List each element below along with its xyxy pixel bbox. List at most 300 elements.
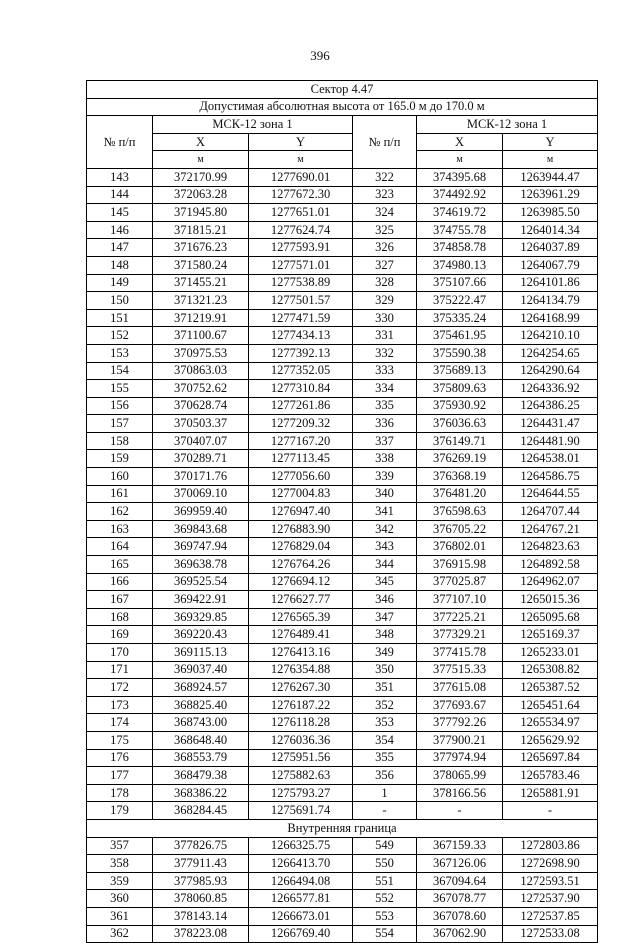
table-row	[87, 872, 598, 890]
x-coordinate-right: 377107.10	[417, 591, 503, 609]
table-row	[87, 309, 598, 327]
y-coordinate-left: 1276565.39	[249, 608, 353, 626]
x-coordinate-left: 370171.76	[153, 468, 249, 486]
table-row	[87, 204, 598, 222]
point-number-left: 163	[87, 520, 153, 538]
y-coordinate-left: 1277651.01	[249, 204, 353, 222]
y-coordinate-left: 1266577.81	[249, 890, 353, 908]
table-row	[87, 292, 598, 310]
point-number-right: 340	[353, 485, 417, 503]
point-number-left: 146	[87, 221, 153, 239]
point-number-right: 344	[353, 556, 417, 574]
y-coordinate-right: 1265308.82	[503, 661, 598, 679]
x-coordinate-left: 369525.54	[153, 573, 249, 591]
y-coordinate-left: 1277434.13	[249, 327, 353, 345]
table-row	[87, 749, 598, 767]
inner-boundary-title: Внутренняя граница	[87, 819, 598, 837]
y-coordinate-right: 1264067.79	[503, 256, 598, 274]
point-number-right: 354	[353, 731, 417, 749]
point-number-left: 157	[87, 415, 153, 433]
point-number-left: 176	[87, 749, 153, 767]
point-number-left: 158	[87, 432, 153, 450]
table-row	[87, 415, 598, 433]
point-number-left: 149	[87, 274, 153, 292]
zone-header-left: МСК-12 зона 1	[153, 116, 353, 134]
sector-title: Сектор 4.47	[87, 81, 598, 99]
x-coordinate-left: 369747.94	[153, 538, 249, 556]
x-coordinate-left: 377911.43	[153, 855, 249, 873]
x-coordinate-right: 367078.60	[417, 907, 503, 925]
point-number-right: 325	[353, 221, 417, 239]
x-coordinate-right: 375335.24	[417, 309, 503, 327]
x-coordinate-right: 374395.68	[417, 168, 503, 186]
y-coordinate-left: 1276413.16	[249, 644, 353, 662]
table-row	[87, 679, 598, 697]
point-number-left: 177	[87, 767, 153, 785]
y-coordinate-right: 1265169.37	[503, 626, 598, 644]
x-coordinate-left: 370863.03	[153, 362, 249, 380]
point-number-right: 553	[353, 907, 417, 925]
table-row	[87, 468, 598, 486]
y-coordinate-right: 1263944.47	[503, 168, 598, 186]
y-coordinate-left: 1276187.22	[249, 696, 353, 714]
point-number-right: 323	[353, 186, 417, 204]
y-coordinate-left: 1276036.36	[249, 731, 353, 749]
page-number: 396	[310, 48, 330, 63]
x-coordinate-right: 374980.13	[417, 256, 503, 274]
point-number-right: 552	[353, 890, 417, 908]
x-coordinate-right: 367159.33	[417, 837, 503, 855]
table-row	[87, 591, 598, 609]
x-coordinate-right: 377329.21	[417, 626, 503, 644]
table-row	[87, 485, 598, 503]
x-coordinate-right: 377693.67	[417, 696, 503, 714]
x-coordinate-left: 369959.40	[153, 503, 249, 521]
point-number-left: 362	[87, 925, 153, 943]
x-coordinate-right: 376149.71	[417, 432, 503, 450]
table-row	[87, 802, 598, 820]
table-row	[87, 855, 598, 873]
point-number-left: 170	[87, 644, 153, 662]
point-number-right: 550	[353, 855, 417, 873]
x-coordinate-left: 371321.23	[153, 292, 249, 310]
num-header-left: № п/п	[87, 116, 153, 169]
point-number-right: 338	[353, 450, 417, 468]
y-header-left: Y	[249, 133, 353, 151]
table-row	[87, 450, 598, 468]
point-number-right: 352	[353, 696, 417, 714]
x-coordinate-right: 367078.77	[417, 890, 503, 908]
x-coordinate-right: 377025.87	[417, 573, 503, 591]
table-row	[87, 432, 598, 450]
table-row	[87, 362, 598, 380]
point-number-left: 171	[87, 661, 153, 679]
x-coordinate-left: 371455.21	[153, 274, 249, 292]
x-coordinate-left: 378143.14	[153, 907, 249, 925]
y-coordinate-right: 1264707.44	[503, 503, 598, 521]
y-coordinate-left: 1266673.01	[249, 907, 353, 925]
y-coordinate-right: 1264431.47	[503, 415, 598, 433]
point-number-left: 159	[87, 450, 153, 468]
y-coordinate-right: 1272533.08	[503, 925, 598, 943]
y-coordinate-right: 1264101.86	[503, 274, 598, 292]
table-row	[87, 608, 598, 626]
unit-x-right: м	[417, 151, 503, 169]
y-coordinate-left: 1266494.08	[249, 872, 353, 890]
table-row	[87, 503, 598, 521]
point-number-right: 346	[353, 591, 417, 609]
y-coordinate-right: 1264037.89	[503, 239, 598, 257]
height-note: Допустимая абсолютная высота от 165.0 м до 170.0 м	[87, 98, 598, 116]
point-number-right: 336	[353, 415, 417, 433]
y-coordinate-left: 1277593.91	[249, 239, 353, 257]
point-number-right: 345	[353, 573, 417, 591]
y-coordinate-right: 1265451.64	[503, 696, 598, 714]
table-row	[87, 556, 598, 574]
y-coordinate-right: 1272537.90	[503, 890, 598, 908]
y-coordinate-right: 1265233.01	[503, 644, 598, 662]
x-coordinate-left: 369220.43	[153, 626, 249, 644]
y-coordinate-right: 1265387.52	[503, 679, 598, 697]
point-number-right: 342	[353, 520, 417, 538]
x-coordinate-right: 375689.13	[417, 362, 503, 380]
num-header-right: № п/п	[353, 116, 417, 169]
x-coordinate-right: 374755.78	[417, 221, 503, 239]
table-row	[87, 256, 598, 274]
x-coordinate-right: 375107.66	[417, 274, 503, 292]
point-number-right: 341	[353, 503, 417, 521]
coordinates-table	[86, 80, 598, 943]
table-row	[87, 696, 598, 714]
x-coordinate-right: 376915.98	[417, 556, 503, 574]
point-number-left: 148	[87, 256, 153, 274]
point-number-left: 179	[87, 802, 153, 820]
point-number-left: 152	[87, 327, 153, 345]
y-coordinate-left: 1266413.70	[249, 855, 353, 873]
point-number-left: 153	[87, 344, 153, 362]
y-coordinate-right: 1264586.75	[503, 468, 598, 486]
table-row	[87, 837, 598, 855]
point-number-left: 173	[87, 696, 153, 714]
y-coordinate-left: 1275951.56	[249, 749, 353, 767]
y-coordinate-left: 1277352.05	[249, 362, 353, 380]
x-coordinate-right: 376036.63	[417, 415, 503, 433]
point-number-right: 328	[353, 274, 417, 292]
point-number-right: 551	[353, 872, 417, 890]
table-row	[87, 731, 598, 749]
y-coordinate-right: 1264336.92	[503, 380, 598, 398]
y-coordinate-right: 1265015.36	[503, 591, 598, 609]
table-row	[87, 344, 598, 362]
point-number-left: 178	[87, 784, 153, 802]
point-number-right: 337	[353, 432, 417, 450]
table-row	[87, 907, 598, 925]
x-coordinate-left: 370069.10	[153, 485, 249, 503]
x-coordinate-left: 369037.40	[153, 661, 249, 679]
point-number-left: 166	[87, 573, 153, 591]
y-coordinate-right: 1272698.90	[503, 855, 598, 873]
unit-x-left: м	[153, 151, 249, 169]
point-number-right: 329	[353, 292, 417, 310]
x-coordinate-right: 378065.99	[417, 767, 503, 785]
x-coordinate-left: 368648.40	[153, 731, 249, 749]
point-number-right: 334	[353, 380, 417, 398]
table-row	[87, 397, 598, 415]
y-coordinate-right: 1264481.90	[503, 432, 598, 450]
table-row	[87, 520, 598, 538]
y-coordinate-right: 1265697.84	[503, 749, 598, 767]
y-coordinate-right: -	[503, 802, 598, 820]
y-coordinate-left: 1276829.04	[249, 538, 353, 556]
unit-y-right: м	[503, 151, 598, 169]
x-coordinate-left: 370503.37	[153, 415, 249, 433]
x-coordinate-left: 368825.40	[153, 696, 249, 714]
point-number-right: 347	[353, 608, 417, 626]
x-coordinate-left: 372170.99	[153, 168, 249, 186]
point-number-left: 145	[87, 204, 153, 222]
table-row	[87, 538, 598, 556]
x-coordinate-left: 369329.85	[153, 608, 249, 626]
y-coordinate-right: 1272593.51	[503, 872, 598, 890]
x-coordinate-right: 377615.08	[417, 679, 503, 697]
point-number-left: 150	[87, 292, 153, 310]
y-coordinate-right: 1264823.63	[503, 538, 598, 556]
y-coordinate-left: 1277471.59	[249, 309, 353, 327]
x-coordinate-right: 374619.72	[417, 204, 503, 222]
table-row	[87, 573, 598, 591]
point-number-right: -	[353, 802, 417, 820]
y-coordinate-left: 1276627.77	[249, 591, 353, 609]
x-coordinate-right: 367126.06	[417, 855, 503, 873]
x-coordinate-left: 368743.00	[153, 714, 249, 732]
y-coordinate-left: 1275793.27	[249, 784, 353, 802]
point-number-right: 350	[353, 661, 417, 679]
y-coordinate-left: 1276267.30	[249, 679, 353, 697]
point-number-left: 357	[87, 837, 153, 855]
y-coordinate-right: 1264892.58	[503, 556, 598, 574]
table-row	[87, 767, 598, 785]
point-number-right: 351	[353, 679, 417, 697]
y-coordinate-left: 1277624.74	[249, 221, 353, 239]
y-coordinate-right: 1264538.01	[503, 450, 598, 468]
table-row	[87, 714, 598, 732]
y-coordinate-left: 1266325.75	[249, 837, 353, 855]
point-number-right: 343	[353, 538, 417, 556]
y-coordinate-left: 1275691.74	[249, 802, 353, 820]
x-coordinate-right: 376705.22	[417, 520, 503, 538]
point-number-left: 154	[87, 362, 153, 380]
x-coordinate-left: 370628.74	[153, 397, 249, 415]
point-number-left: 147	[87, 239, 153, 257]
x-coordinate-right: 376269.19	[417, 450, 503, 468]
y-coordinate-left: 1277690.01	[249, 168, 353, 186]
y-coordinate-left: 1277004.83	[249, 485, 353, 503]
x-coordinate-right: 377415.78	[417, 644, 503, 662]
x-coordinate-left: 371676.23	[153, 239, 249, 257]
point-number-right: 335	[353, 397, 417, 415]
point-number-left: 161	[87, 485, 153, 503]
point-number-right: 330	[353, 309, 417, 327]
y-coordinate-right: 1265534.97	[503, 714, 598, 732]
point-number-right: 326	[353, 239, 417, 257]
y-coordinate-left: 1277310.84	[249, 380, 353, 398]
y-coordinate-right: 1264254.65	[503, 344, 598, 362]
point-number-left: 165	[87, 556, 153, 574]
y-coordinate-left: 1277571.01	[249, 256, 353, 274]
x-coordinate-left: 370289.71	[153, 450, 249, 468]
x-coordinate-right: 367062.90	[417, 925, 503, 943]
x-coordinate-left: 372063.28	[153, 186, 249, 204]
x-coordinate-left: 369638.78	[153, 556, 249, 574]
point-number-right: 353	[353, 714, 417, 732]
x-coordinate-left: 368479.38	[153, 767, 249, 785]
y-coordinate-left: 1276883.90	[249, 520, 353, 538]
x-coordinate-left: 370752.62	[153, 380, 249, 398]
point-number-left: 360	[87, 890, 153, 908]
y-coordinate-right: 1264962.07	[503, 573, 598, 591]
point-number-right: 324	[353, 204, 417, 222]
x-coordinate-left: 378223.08	[153, 925, 249, 943]
y-coordinate-right: 1265629.92	[503, 731, 598, 749]
table-row	[87, 274, 598, 292]
x-coordinate-left: 371100.67	[153, 327, 249, 345]
point-number-left: 169	[87, 626, 153, 644]
point-number-right: 339	[353, 468, 417, 486]
table-row	[87, 186, 598, 204]
x-coordinate-left: 378060.85	[153, 890, 249, 908]
y-coordinate-right: 1264767.21	[503, 520, 598, 538]
point-number-left: 162	[87, 503, 153, 521]
point-number-left: 174	[87, 714, 153, 732]
y-coordinate-left: 1277167.20	[249, 432, 353, 450]
y-coordinate-left: 1276947.40	[249, 503, 353, 521]
point-number-right: 332	[353, 344, 417, 362]
y-coordinate-left: 1277672.30	[249, 186, 353, 204]
y-coordinate-left: 1277538.89	[249, 274, 353, 292]
table-row	[87, 221, 598, 239]
x-coordinate-right: 375461.95	[417, 327, 503, 345]
x-coordinate-right: 376802.01	[417, 538, 503, 556]
y-coordinate-right: 1264168.99	[503, 309, 598, 327]
point-number-left: 155	[87, 380, 153, 398]
point-number-left: 144	[87, 186, 153, 204]
x-coordinate-right: 376368.19	[417, 468, 503, 486]
y-coordinate-right: 1264386.25	[503, 397, 598, 415]
x-coordinate-left: 368553.79	[153, 749, 249, 767]
x-header-left: X	[153, 133, 249, 151]
point-number-right: 331	[353, 327, 417, 345]
y-coordinate-left: 1275882.63	[249, 767, 353, 785]
y-coordinate-right: 1264290.64	[503, 362, 598, 380]
x-coordinate-left: 369843.68	[153, 520, 249, 538]
y-coordinate-right: 1264014.34	[503, 221, 598, 239]
y-coordinate-left: 1276354.88	[249, 661, 353, 679]
table-row	[87, 784, 598, 802]
point-number-left: 358	[87, 855, 153, 873]
y-coordinate-right: 1265881.91	[503, 784, 598, 802]
point-number-right: 356	[353, 767, 417, 785]
table-row	[87, 327, 598, 345]
y-coordinate-right: 1264644.55	[503, 485, 598, 503]
header-row-units	[87, 151, 598, 169]
y-coordinate-right: 1263985.50	[503, 204, 598, 222]
x-coordinate-left: 370975.53	[153, 344, 249, 362]
table-row	[87, 626, 598, 644]
y-coordinate-left: 1277056.60	[249, 468, 353, 486]
x-coordinate-right: 375930.92	[417, 397, 503, 415]
point-number-right: 333	[353, 362, 417, 380]
table-row	[87, 644, 598, 662]
x-coordinate-left: 371945.80	[153, 204, 249, 222]
point-number-left: 168	[87, 608, 153, 626]
point-number-left: 160	[87, 468, 153, 486]
x-coordinate-right: 377515.33	[417, 661, 503, 679]
x-coordinate-left: 369422.91	[153, 591, 249, 609]
x-coordinate-left: 371219.91	[153, 309, 249, 327]
x-coordinate-left: 377985.93	[153, 872, 249, 890]
x-coordinate-left: 369115.13	[153, 644, 249, 662]
point-number-right: 327	[353, 256, 417, 274]
header-row-zone	[87, 116, 598, 134]
x-coordinate-right: 376598.63	[417, 503, 503, 521]
x-coordinate-right: 375809.63	[417, 380, 503, 398]
y-coordinate-left: 1277501.57	[249, 292, 353, 310]
point-number-left: 361	[87, 907, 153, 925]
table-row	[87, 168, 598, 186]
point-number-left: 359	[87, 872, 153, 890]
y-coordinate-left: 1277113.45	[249, 450, 353, 468]
point-number-left: 164	[87, 538, 153, 556]
x-header-right: X	[417, 133, 503, 151]
y-coordinate-left: 1277392.13	[249, 344, 353, 362]
y-coordinate-left: 1276694.12	[249, 573, 353, 591]
table-row	[87, 661, 598, 679]
zone-header-right: МСК-12 зона 1	[417, 116, 598, 134]
x-coordinate-right: 377974.94	[417, 749, 503, 767]
x-coordinate-right: 367094.64	[417, 872, 503, 890]
y-coordinate-right: 1263961.29	[503, 186, 598, 204]
x-coordinate-right: 375222.47	[417, 292, 503, 310]
point-number-right: 348	[353, 626, 417, 644]
x-coordinate-right: 378166.56	[417, 784, 503, 802]
x-coordinate-right: 377225.21	[417, 608, 503, 626]
unit-y-left: м	[249, 151, 353, 169]
point-number-right: 1	[353, 784, 417, 802]
x-coordinate-left: 368284.45	[153, 802, 249, 820]
point-number-right: 554	[353, 925, 417, 943]
x-coordinate-right: -	[417, 802, 503, 820]
table-row	[87, 380, 598, 398]
x-coordinate-right: 375590.38	[417, 344, 503, 362]
point-number-left: 156	[87, 397, 153, 415]
x-coordinate-left: 368386.22	[153, 784, 249, 802]
y-coordinate-right: 1264134.79	[503, 292, 598, 310]
point-number-left: 143	[87, 168, 153, 186]
x-coordinate-left: 371815.21	[153, 221, 249, 239]
table-row	[87, 239, 598, 257]
x-coordinate-left: 370407.07	[153, 432, 249, 450]
x-coordinate-right: 374492.92	[417, 186, 503, 204]
point-number-left: 151	[87, 309, 153, 327]
x-coordinate-left: 377826.75	[153, 837, 249, 855]
point-number-right: 349	[353, 644, 417, 662]
y-coordinate-right: 1272803.86	[503, 837, 598, 855]
y-coordinate-left: 1277209.32	[249, 415, 353, 433]
x-coordinate-left: 368924.57	[153, 679, 249, 697]
point-number-left: 172	[87, 679, 153, 697]
y-coordinate-right: 1272537.85	[503, 907, 598, 925]
y-coordinate-right: 1265095.68	[503, 608, 598, 626]
